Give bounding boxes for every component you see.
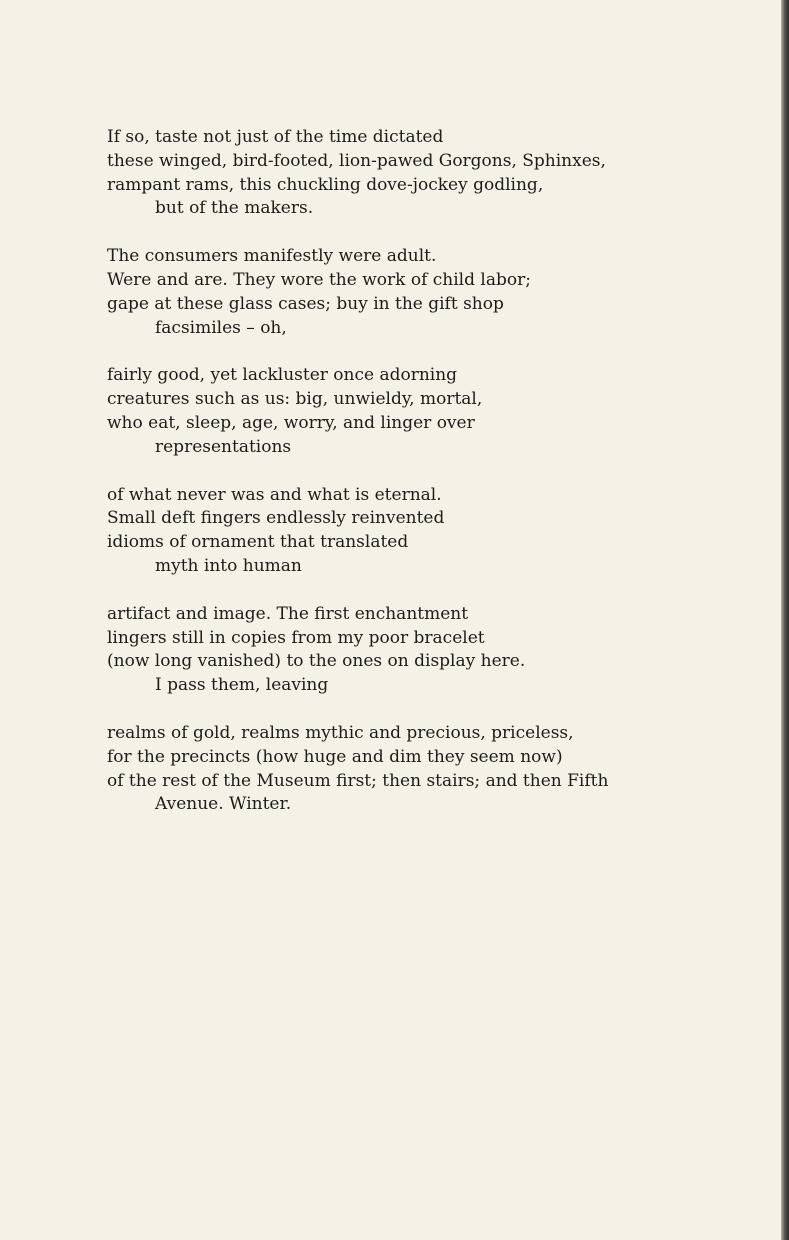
stanza-4	[107, 484, 767, 579]
poem-line-indented: myth into human	[155, 555, 302, 576]
poem-line: If so, taste not just of the time dictated	[107, 127, 444, 147]
poem-line: gape at these glass cases; buy in the gift shop	[107, 293, 504, 314]
poem-line: idioms of ornament that translated	[107, 532, 409, 553]
poem-line: of what never was and what is eternal.	[107, 484, 442, 505]
poem-line: (now long vanished) to the ones on display here.	[107, 651, 526, 672]
poem-line: lingers still in copies from my poor bracelet	[107, 627, 485, 648]
poem-line: for the precincts (how huge and dim they seem now)	[107, 746, 563, 767]
poem-line-indented: Avenue. Winter.	[155, 794, 292, 815]
poem-line-indented: but of the makers.	[155, 198, 314, 219]
poem-text	[107, 126, 767, 841]
stanza-1	[107, 126, 767, 221]
poem-line: these winged, bird-footed, lion-pawed Gorgons, Sphinxes,	[107, 150, 606, 171]
poem-line-indented: I pass them, leaving	[155, 675, 329, 696]
poem-line: of the rest of the Museum first; then stairs; and then Fifth	[107, 770, 609, 791]
poem-line-indented: representations	[155, 436, 292, 457]
stanza-2	[107, 245, 767, 340]
poem-line: fairly good, yet lackluster once adorning	[107, 365, 458, 386]
poem-line: Small deft fingers endlessly reinvented	[107, 508, 445, 529]
poem-line-indented: facsimiles – oh,	[155, 317, 287, 338]
poem-line: Were and are. They wore the work of child labor;	[107, 269, 531, 290]
page-spine-edge	[781, 0, 789, 1240]
stanza-6	[107, 722, 767, 817]
stanza-5	[107, 603, 767, 698]
poem-line: who eat, sleep, age, worry, and linger over	[107, 412, 475, 433]
stanza-3	[107, 364, 767, 459]
poem-line: artifact and image. The first enchantment	[107, 603, 469, 624]
poem-line: realms of gold, realms mythic and precious, priceless,	[107, 722, 574, 743]
poem-line: The consumers manifestly were adult.	[107, 246, 437, 267]
poem-line: creatures such as us: big, unwieldy, mortal,	[107, 389, 483, 410]
poem-line: rampant rams, this chuckling dove-jockey godling,	[107, 174, 544, 195]
